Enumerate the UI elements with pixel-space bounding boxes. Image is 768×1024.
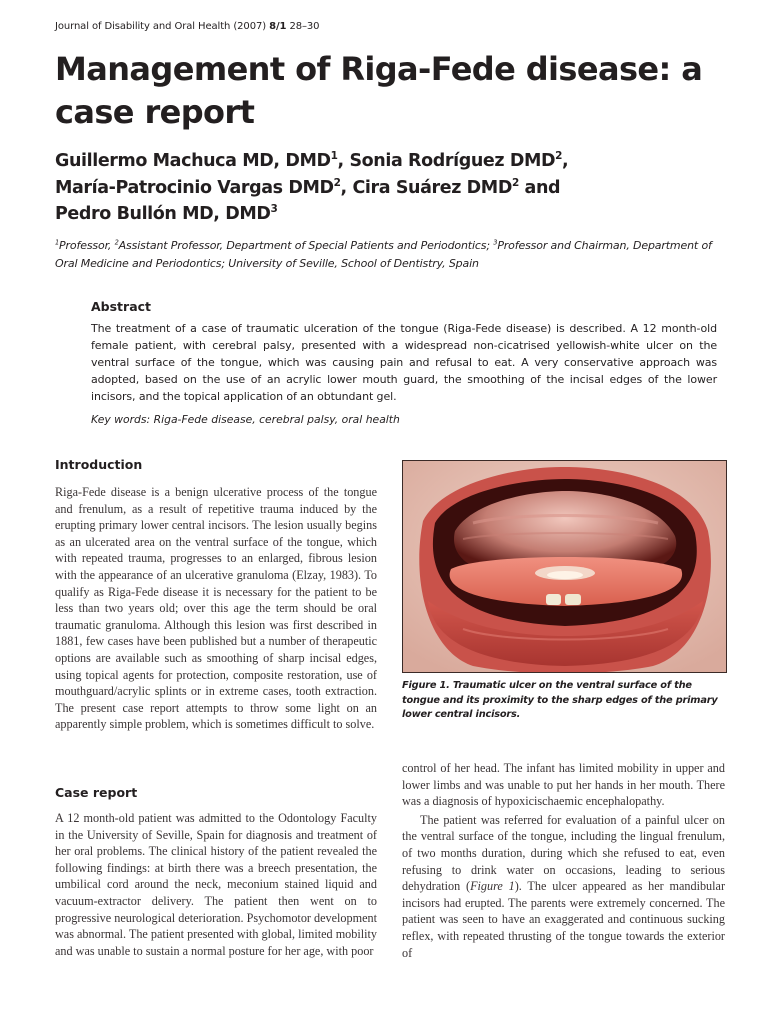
paragraph bbox=[402, 812, 725, 961]
introduction-body: Riga-Fede disease is a benign ulcerative process of the tongue and frenulum, as a result of repetitive trauma induced by the erupting primary lower central incisors. The lesion usually begins as an ulcerated area on the ventral surface of the tongue, which with repeated trauma, progresses to an enlarged, fibrous lesion with the appearance of an ulcerative granuloma (Elzay, 1983). To qualify as Riga-Fede disease it is necessary for the patient to be less than two years old; over this age the term should be oral traumatic granuloma. Although this lesion was first described in 1881, few cases have been published but a number of therapeutic options are available such as smoothing of sharp incisal edges, using topical agents for protection, composite restoration, use of mouthguard/acrylic splints or in extreme cases, tooth extraction. The present case report attempts to throw some light on an apparently simple problem, which is sometimes difficult to solve. bbox=[55, 485, 377, 732]
paragraph-text: The patient was referred for evaluation of a painful ulcer on the ventral surface of the tongue, including the lingual frenulum, of two months duration, during which she refused to eat, even refusing to drink water on occasions, leading to serious dehydration ( bbox=[402, 812, 725, 894]
paragraph: control of her head. The infant has limited mobility in upper and lower limbs and was unable to put her hands in her mouth. There was a diagnosis of hypoxicischaemic encephalopathy. bbox=[402, 761, 725, 809]
journal-pages: 28–30 bbox=[289, 21, 320, 32]
case-report-heading: Case report bbox=[55, 785, 138, 800]
affil-text: Professor and Chairman, Department of Oral Medicine and Periodontics; University of Seville, School of Dentistry, Spain bbox=[55, 239, 712, 270]
case-report-body: A 12 month-old patient was admitted to the Odontology Faculty in the University of Seville, Spain for diagnosis and treatment of her oral problems. The clinical history of the patient revealed the following findings: at birth there was a breech presentation, the umbilical cord around the neck, meconium stained liquid and vacuum-extractor delivery. The patient then went on to progressive neurological deterioration. Psychomotor development was abnormal. The patient presented with global, limited mobility and was unable to sustain a normal posture for her age, with poor bbox=[55, 811, 377, 958]
author-name: Cira Suárez DMD bbox=[352, 177, 512, 198]
introduction-heading: Introduction bbox=[55, 457, 143, 472]
journal-name: Journal of Disability and Oral Health (2007) bbox=[55, 21, 267, 32]
article-title: Management of Riga-Fede disease: a case report bbox=[55, 50, 703, 131]
author-affiliations bbox=[55, 237, 735, 273]
affil-mark: 2 bbox=[114, 238, 119, 247]
journal-volume-issue: 8/1 bbox=[269, 21, 287, 32]
author-name: Pedro Bullón MD, DMD bbox=[55, 204, 271, 224]
abstract-body: The treatment of a case of traumatic ulceration of the tongue (Riga-Fede disease) is described. A 12 month-old female patient, with cerebral palsy, presented with a widespread non-cicatrised yellowish-white ulcer on the ventral surface of the tongue, which was causing pain and refusal to eat. A very conservative approach was adopted, based on the use of an acrylic lower mouth guard, the smoothing of the incisal edges of the lower incisors, and the topical application of an obtundant gel. bbox=[91, 322, 717, 403]
figure-reference[interactable]: Figure 1 bbox=[470, 879, 515, 894]
affil-mark: 3 bbox=[493, 238, 498, 247]
keywords: Key words: Riga-Fede disease, cerebral palsy, oral health bbox=[91, 413, 400, 426]
figure-1-caption: Figure 1. Traumatic ulcer on the ventral surface of the tongue and its proximity to the sharp edges of the primary lower central incisors. bbox=[402, 680, 718, 720]
author-affil-mark: 2 bbox=[555, 150, 563, 163]
author-affil-mark: 1 bbox=[330, 150, 338, 163]
author-name: Guillermo Machuca MD, DMD bbox=[55, 151, 331, 171]
author-affil-mark: 2 bbox=[511, 176, 519, 189]
affil-mark: 1 bbox=[55, 238, 60, 247]
journal-citation bbox=[55, 21, 319, 32]
author-name: María-Patrocinio Vargas DMD bbox=[55, 177, 334, 198]
case-report-continued bbox=[402, 760, 725, 961]
author-list: Guillermo Machuca MD, DMD$^1$, Sonia Rodríguez DMD$^2$, María-Patrocinio Vargas DMD$^2$, Cira Suárez DMD$^2$ and Pedro Bullón MD, DMD$^3$ bbox=[55, 150, 569, 224]
figure-1-photo bbox=[402, 460, 727, 673]
paragraph-text: ). The ulcer appeared as her mandibular incisors had erupted. The parents were extremely concerned. The patient was seen to have an exaggerated and continuous sucking reflex, with repeated thrusting of the tongue towards the exterior of bbox=[402, 879, 726, 960]
author-affil-mark: 2 bbox=[333, 176, 341, 189]
affil-text: Assistant Professor, Department of Special Patients and Periodontics; bbox=[118, 239, 494, 252]
open-mouth-photo-illustration bbox=[403, 461, 726, 672]
author-affil-mark: 3 bbox=[270, 203, 278, 216]
author-name: Sonia Rodríguez DMD bbox=[349, 151, 556, 171]
abstract-heading: Abstract bbox=[91, 299, 152, 314]
affil-text: Professor, bbox=[59, 239, 115, 252]
